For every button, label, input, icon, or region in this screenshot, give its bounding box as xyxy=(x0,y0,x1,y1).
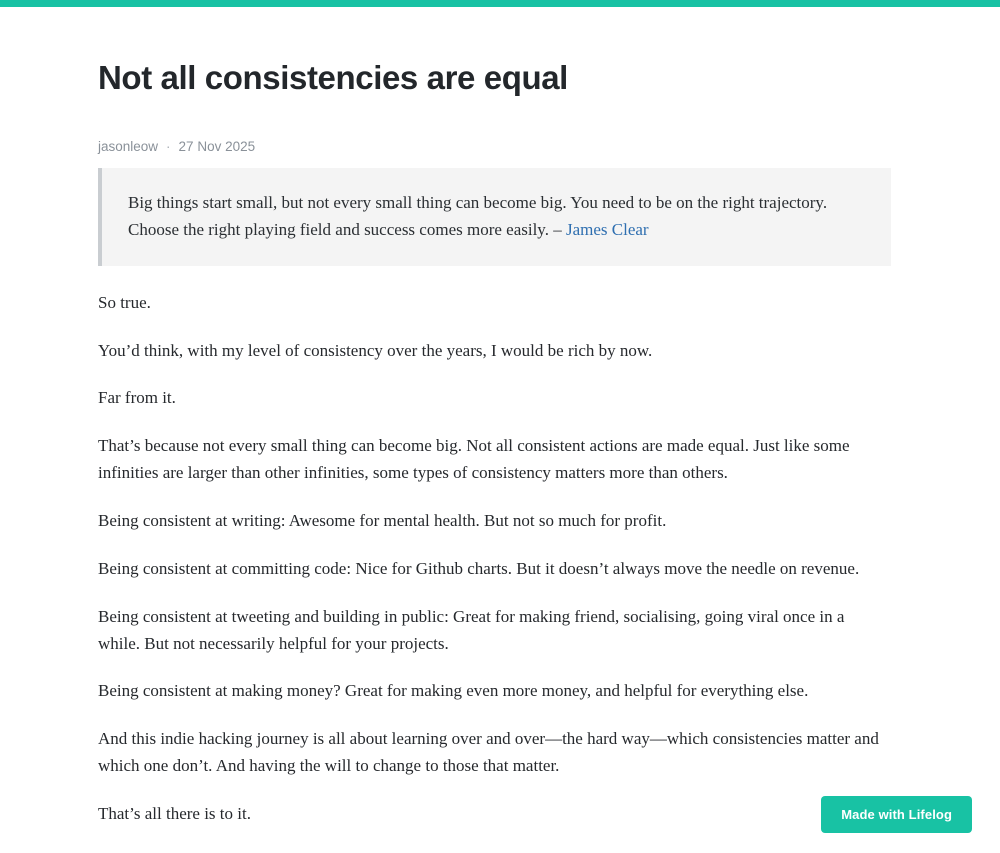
pull-quote xyxy=(98,168,891,266)
body-paragraph: Far from it. xyxy=(98,388,176,408)
made-with-lifelog-button[interactable]: Made with Lifelog xyxy=(821,796,972,833)
quote-text: Big things start small, but not every small thing can become big. You need to be on the right trajectory. Choose the right playing field and success comes more easily. – xyxy=(128,192,828,239)
article-body xyxy=(98,290,902,828)
body-paragraph: Being consistent at tweeting and building in public: Great for making friend, socialising, going viral once in a while. But not necessarily helpful for your projects. xyxy=(98,606,845,653)
byline xyxy=(98,139,902,154)
body-paragraph: That’s because not every small thing can become big. Not all consistent actions are made equal. Just like some infinities are larger than other infinities, some types of consistency matters more than others. xyxy=(98,436,850,483)
body-paragraph: That’s all there is to it. xyxy=(98,803,251,823)
body-paragraph: Being consistent at writing: Awesome for mental health. But not so much for profit. xyxy=(98,510,667,530)
quote-attribution-link[interactable]: James Clear xyxy=(565,219,649,239)
body-paragraph: And this indie hacking journey is all about learning over and over—the hard way—which consistencies matter and which one don’t. And having the will to change to those that matter. xyxy=(98,729,879,776)
author-name[interactable]: jasonleow xyxy=(98,138,159,154)
publish-date: 27 Nov 2025 xyxy=(178,138,256,154)
byline-separator: · xyxy=(166,138,171,154)
quote-paragraph xyxy=(128,190,863,244)
accent-top-bar xyxy=(0,0,1000,7)
body-paragraph: So true. xyxy=(98,292,151,312)
body-paragraph: Being consistent at committing code: Nice for Github charts. But it doesn’t always move the needle on revenue. xyxy=(98,558,860,578)
article-page xyxy=(0,7,1000,849)
body-paragraph: You’d think, with my level of consistency over the years, I would be rich by now. xyxy=(98,340,653,360)
body-paragraph: Being consistent at making money? Great for making even more money, and helpful for everything else. xyxy=(98,681,809,701)
page-title: Not all consistencies are equal xyxy=(98,59,568,96)
